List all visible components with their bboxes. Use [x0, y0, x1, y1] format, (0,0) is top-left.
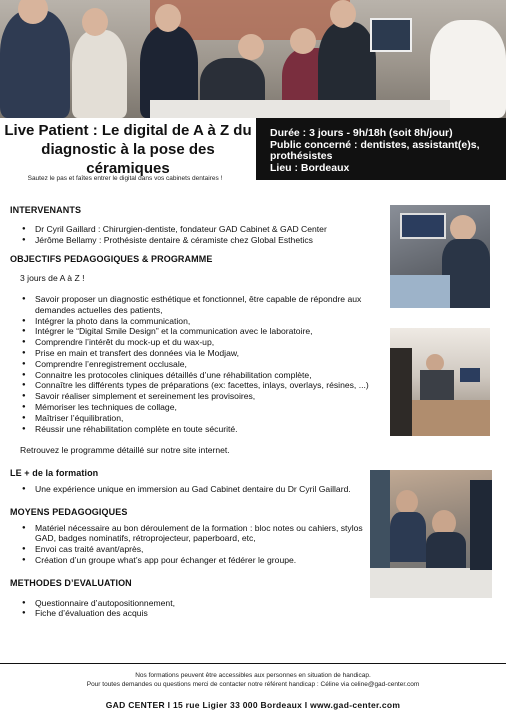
course-title: Live Patient : Le digital de A à Z du diagnostic à la pose des céramiques: [4, 121, 252, 177]
list-item: ● Questionnaire d’autopositionnement,: [10, 598, 380, 609]
list-item: ● Mémoriser les techniques de collage,: [10, 402, 380, 413]
list-item: ● Matériel nécessaire au bon déroulement de la formation : bloc notes ou cahiers, stylos GAD, badges nominatifs, rétroprojecteur, paperboard, etc,: [10, 523, 380, 545]
list-item: ● Création d’un groupe what’s app pour échanger et fédérer le groupe.: [10, 555, 380, 566]
hero-photo: [0, 0, 506, 118]
accessibility-note: Nos formations peuvent être accessibles aux personnes en situation de handicap.: [135, 672, 371, 679]
list-item: ● Savoir réaliser simplement et sereinement les provisoires,: [10, 391, 380, 402]
list-item: ● Fiche d’évaluation des acquis: [10, 608, 380, 619]
objectifs-outro: Retrouvez le programme détaillé sur notre site internet.: [20, 445, 230, 456]
list-item: ● Prise en main et transfert des données via le Modjaw,: [10, 348, 380, 359]
course-title-box: [0, 118, 256, 180]
list-item: ● Connaître les différents types de préparations (ex: facettes, inlays, overlays, résines, ...): [10, 380, 380, 391]
audience-info: Public concerné : dentistes, assistant(e)s, prothésistes: [270, 138, 480, 162]
objectifs-intro: 3 jours de A à Z !: [20, 273, 85, 284]
list-item: ● Comprendre l’intérêt du mock-up et du wax-up,: [10, 337, 380, 348]
tagline: Sautez le pas et faîtes entrer le digital dans vos cabinets dentaires !: [27, 175, 223, 182]
list-item: ● Dr Cyril Gaillard : Chirurgien-dentiste, fondateur GAD Cabinet & GAD Center: [10, 224, 380, 235]
list-item: ● Jérôme Bellamy : Prothésiste dentaire & céramiste chez Global Esthetics: [10, 235, 380, 246]
le-plus-list: [10, 484, 380, 495]
footer-address: GAD CENTER I 15 rue Ligier 33 000 Bordeaux I www.gad-center.com: [105, 700, 401, 710]
list-item: ● Réussir une réhabilitation complète en toute sécurité.: [10, 424, 380, 435]
location-info: Lieu : Bordeaux: [270, 161, 350, 174]
course-content: [10, 205, 380, 619]
training-photo-1: [390, 205, 490, 308]
list-item: ● Savoir proposer un diagnostic esthétique et fonctionnel, être capable de répondre aux demandes actuelles des patients,: [10, 294, 380, 316]
training-photo-2: [390, 328, 490, 436]
duration-info: Durée : 3 jours - 9h/18h (soit 8h/jour): [270, 127, 453, 139]
list-item: ● Maîtriser l’équilibration,: [10, 413, 380, 424]
course-info-box: [256, 118, 506, 180]
list-item: ● Comprendre l’enregistrement occlusale,: [10, 359, 380, 370]
moyens-list: [10, 523, 380, 566]
section-heading-moyens: MOYENS PEDAGOGIQUES: [10, 506, 128, 517]
list-item: ● Envoi cas traité avant/après,: [10, 544, 380, 555]
section-heading-objectifs: OBJECTIFS PEDAGOGIQUES & PROGRAMME: [10, 254, 213, 265]
training-photo-3: [370, 470, 492, 598]
section-heading-intervenants: INTERVENANTS: [10, 205, 82, 215]
list-item: ● Intégrer la photo dans la communication,: [10, 316, 380, 327]
section-heading-evaluation: METHODES D’EVALUATION: [10, 577, 132, 588]
list-item: ● Connaitre les protocoles cliniques détaillés d’une réhabilitation complète,: [10, 370, 380, 381]
objectifs-list: [10, 294, 380, 434]
evaluation-list: [10, 598, 380, 620]
handicap-contact-note: Pour toutes demandes ou questions merci de contacter notre référent handicap : Céline via celine@gad-center.com: [86, 681, 420, 688]
footer-divider: [0, 663, 506, 664]
list-item: ● Une expérience unique en immersion au Gad Cabinet dentaire du Dr Cyril Gaillard.: [10, 484, 380, 495]
section-heading-le-plus: LE + de la formation: [10, 468, 99, 479]
intervenants-list: [10, 224, 380, 246]
list-item: ● Intégrer le “Digital Smile Design” et la communication avec le laboratoire,: [10, 326, 380, 337]
